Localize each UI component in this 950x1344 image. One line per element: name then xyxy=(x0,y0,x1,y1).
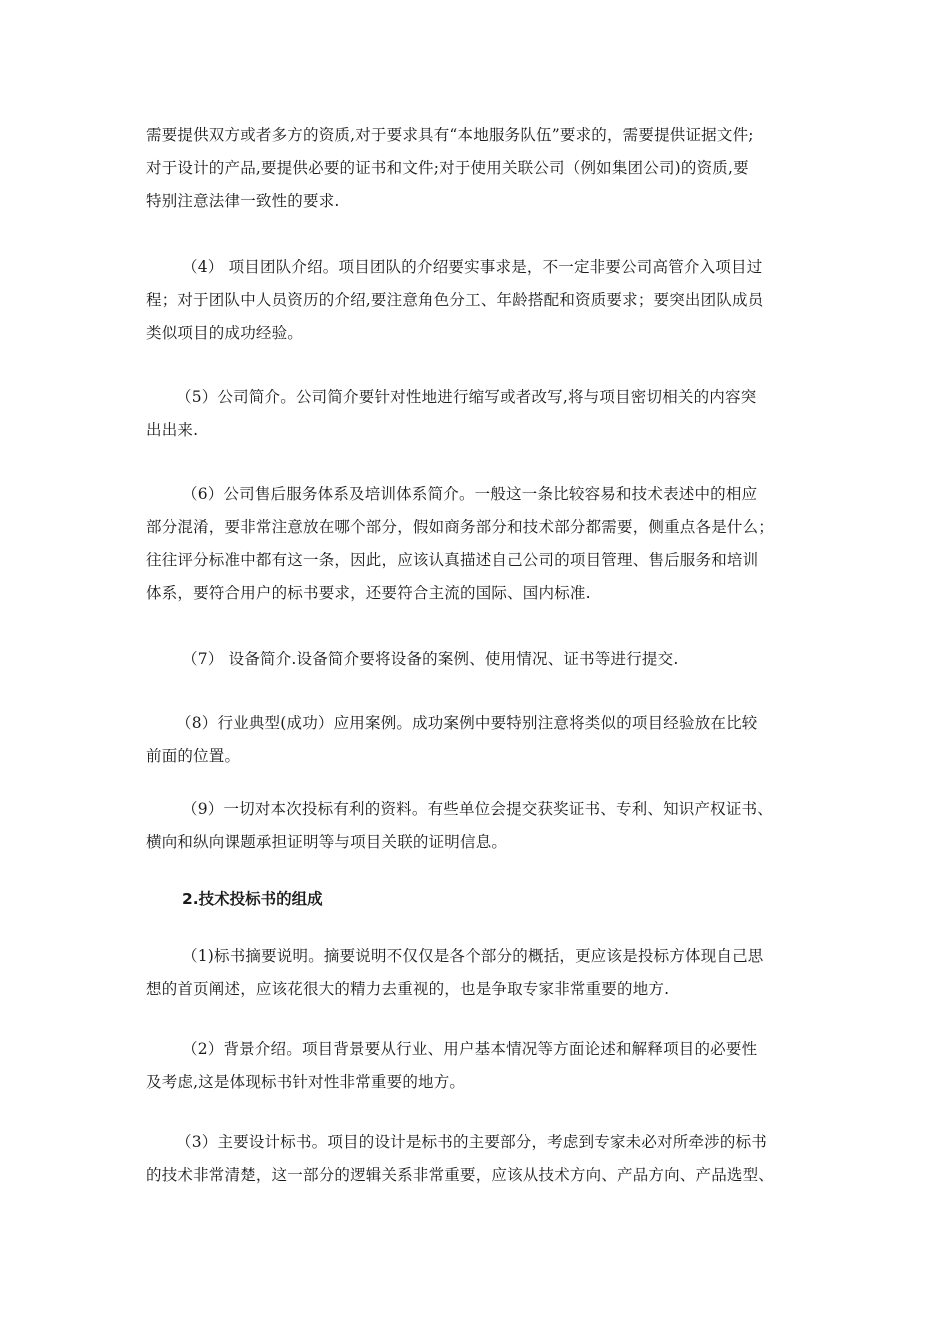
paragraph-tech-2 xyxy=(146,1033,806,1099)
text-line: 类似项目的成功经验。 xyxy=(146,324,304,342)
paragraph-item-4 xyxy=(146,251,806,350)
text-line: （3）主要设计标书。项目的设计是标书的主要部分，考虑到专家未必对所牵涉的标书 xyxy=(176,1133,767,1151)
paragraph-item-9 xyxy=(146,793,806,859)
text-line: 体系，要符合用户的标书要求，还要符合主流的国际、国内标准. xyxy=(146,584,591,602)
text-line: 对于设计的产品,要提供必要的证书和文件;对于使用关联公司（例如集团公司)的资质,要 xyxy=(146,159,749,177)
text-line: 想的首页阐述，应该花很大的精力去重视的，也是争取专家非常重要的地方. xyxy=(146,980,670,998)
paragraph-qualification xyxy=(146,119,806,218)
text-line: 程；对于团队中人员资历的介绍,要注意角色分工、年龄搭配和资质要求；要突出团队成员 xyxy=(146,291,764,309)
text-line: （7） 设备简介.设备简介要将设备的案例、使用情况、证书等进行提交. xyxy=(182,650,679,668)
paragraph-tech-3 xyxy=(146,1126,806,1192)
text-line: （8）行业典型(成功）应用案例。成功案例中要特别注意将类似的项目经验放在比较 xyxy=(176,714,758,732)
text-line: 特别注意法律一致性的要求. xyxy=(146,192,340,210)
text-line: （9）一切对本次投标有利的资料。有些单位会提交获奖证书、专利、知识产权证书、 xyxy=(182,800,773,818)
text-line: 横向和纵向课题承担证明等与项目关联的证明信息。 xyxy=(146,833,508,851)
text-line: 的技术非常清楚，这一部分的逻辑关系非常重要，应该从技术方向、产品方向、产品选型、 xyxy=(146,1166,775,1184)
paragraph-item-8 xyxy=(146,707,806,773)
paragraph-tech-1 xyxy=(146,940,806,1006)
text-line: （5）公司简介。公司简介要针对性地进行缩写或者改写,将与项目密切相关的内容突 xyxy=(176,388,757,406)
text-line: （2）背景介绍。项目背景要从行业、用户基本情况等方面论述和解释项目的必要性 xyxy=(182,1040,758,1058)
text-line: 往往评分标准中都有这一条，因此，应该认真描述自己公司的项目管理、售后服务和培训 xyxy=(146,551,759,569)
text-line: 部分混淆，要非常注意放在哪个部分，假如商务部分和技术部分都需要，侧重点各是什么； xyxy=(146,518,775,536)
paragraph-item-7 xyxy=(146,643,806,676)
text-line: 前面的位置。 xyxy=(146,747,241,765)
section-heading: 2.技术投标书的组成 xyxy=(182,890,323,908)
paragraph-item-5 xyxy=(146,381,806,447)
text-line: 及考虑,这是体现标书针对性非常重要的地方。 xyxy=(146,1073,466,1091)
text-line: 出出来. xyxy=(146,421,199,439)
text-line: （6）公司售后服务体系及培训体系简介。一般这一条比较容易和技术表述中的相应 xyxy=(182,485,758,503)
text-line: 需要提供双方或者多方的资质,对于要求具有“本地服务队伍”要求的，需要提供证据文件; xyxy=(146,126,754,144)
text-line: （1)标书摘要说明。摘要说明不仅仅是各个部分的概括，更应该是投标方体现自己思 xyxy=(182,947,764,965)
text-line: （4） 项目团队介绍。项目团队的介绍要实事求是，不一定非要公司高管介入项目过 xyxy=(182,258,763,276)
paragraph-item-6 xyxy=(146,478,806,610)
